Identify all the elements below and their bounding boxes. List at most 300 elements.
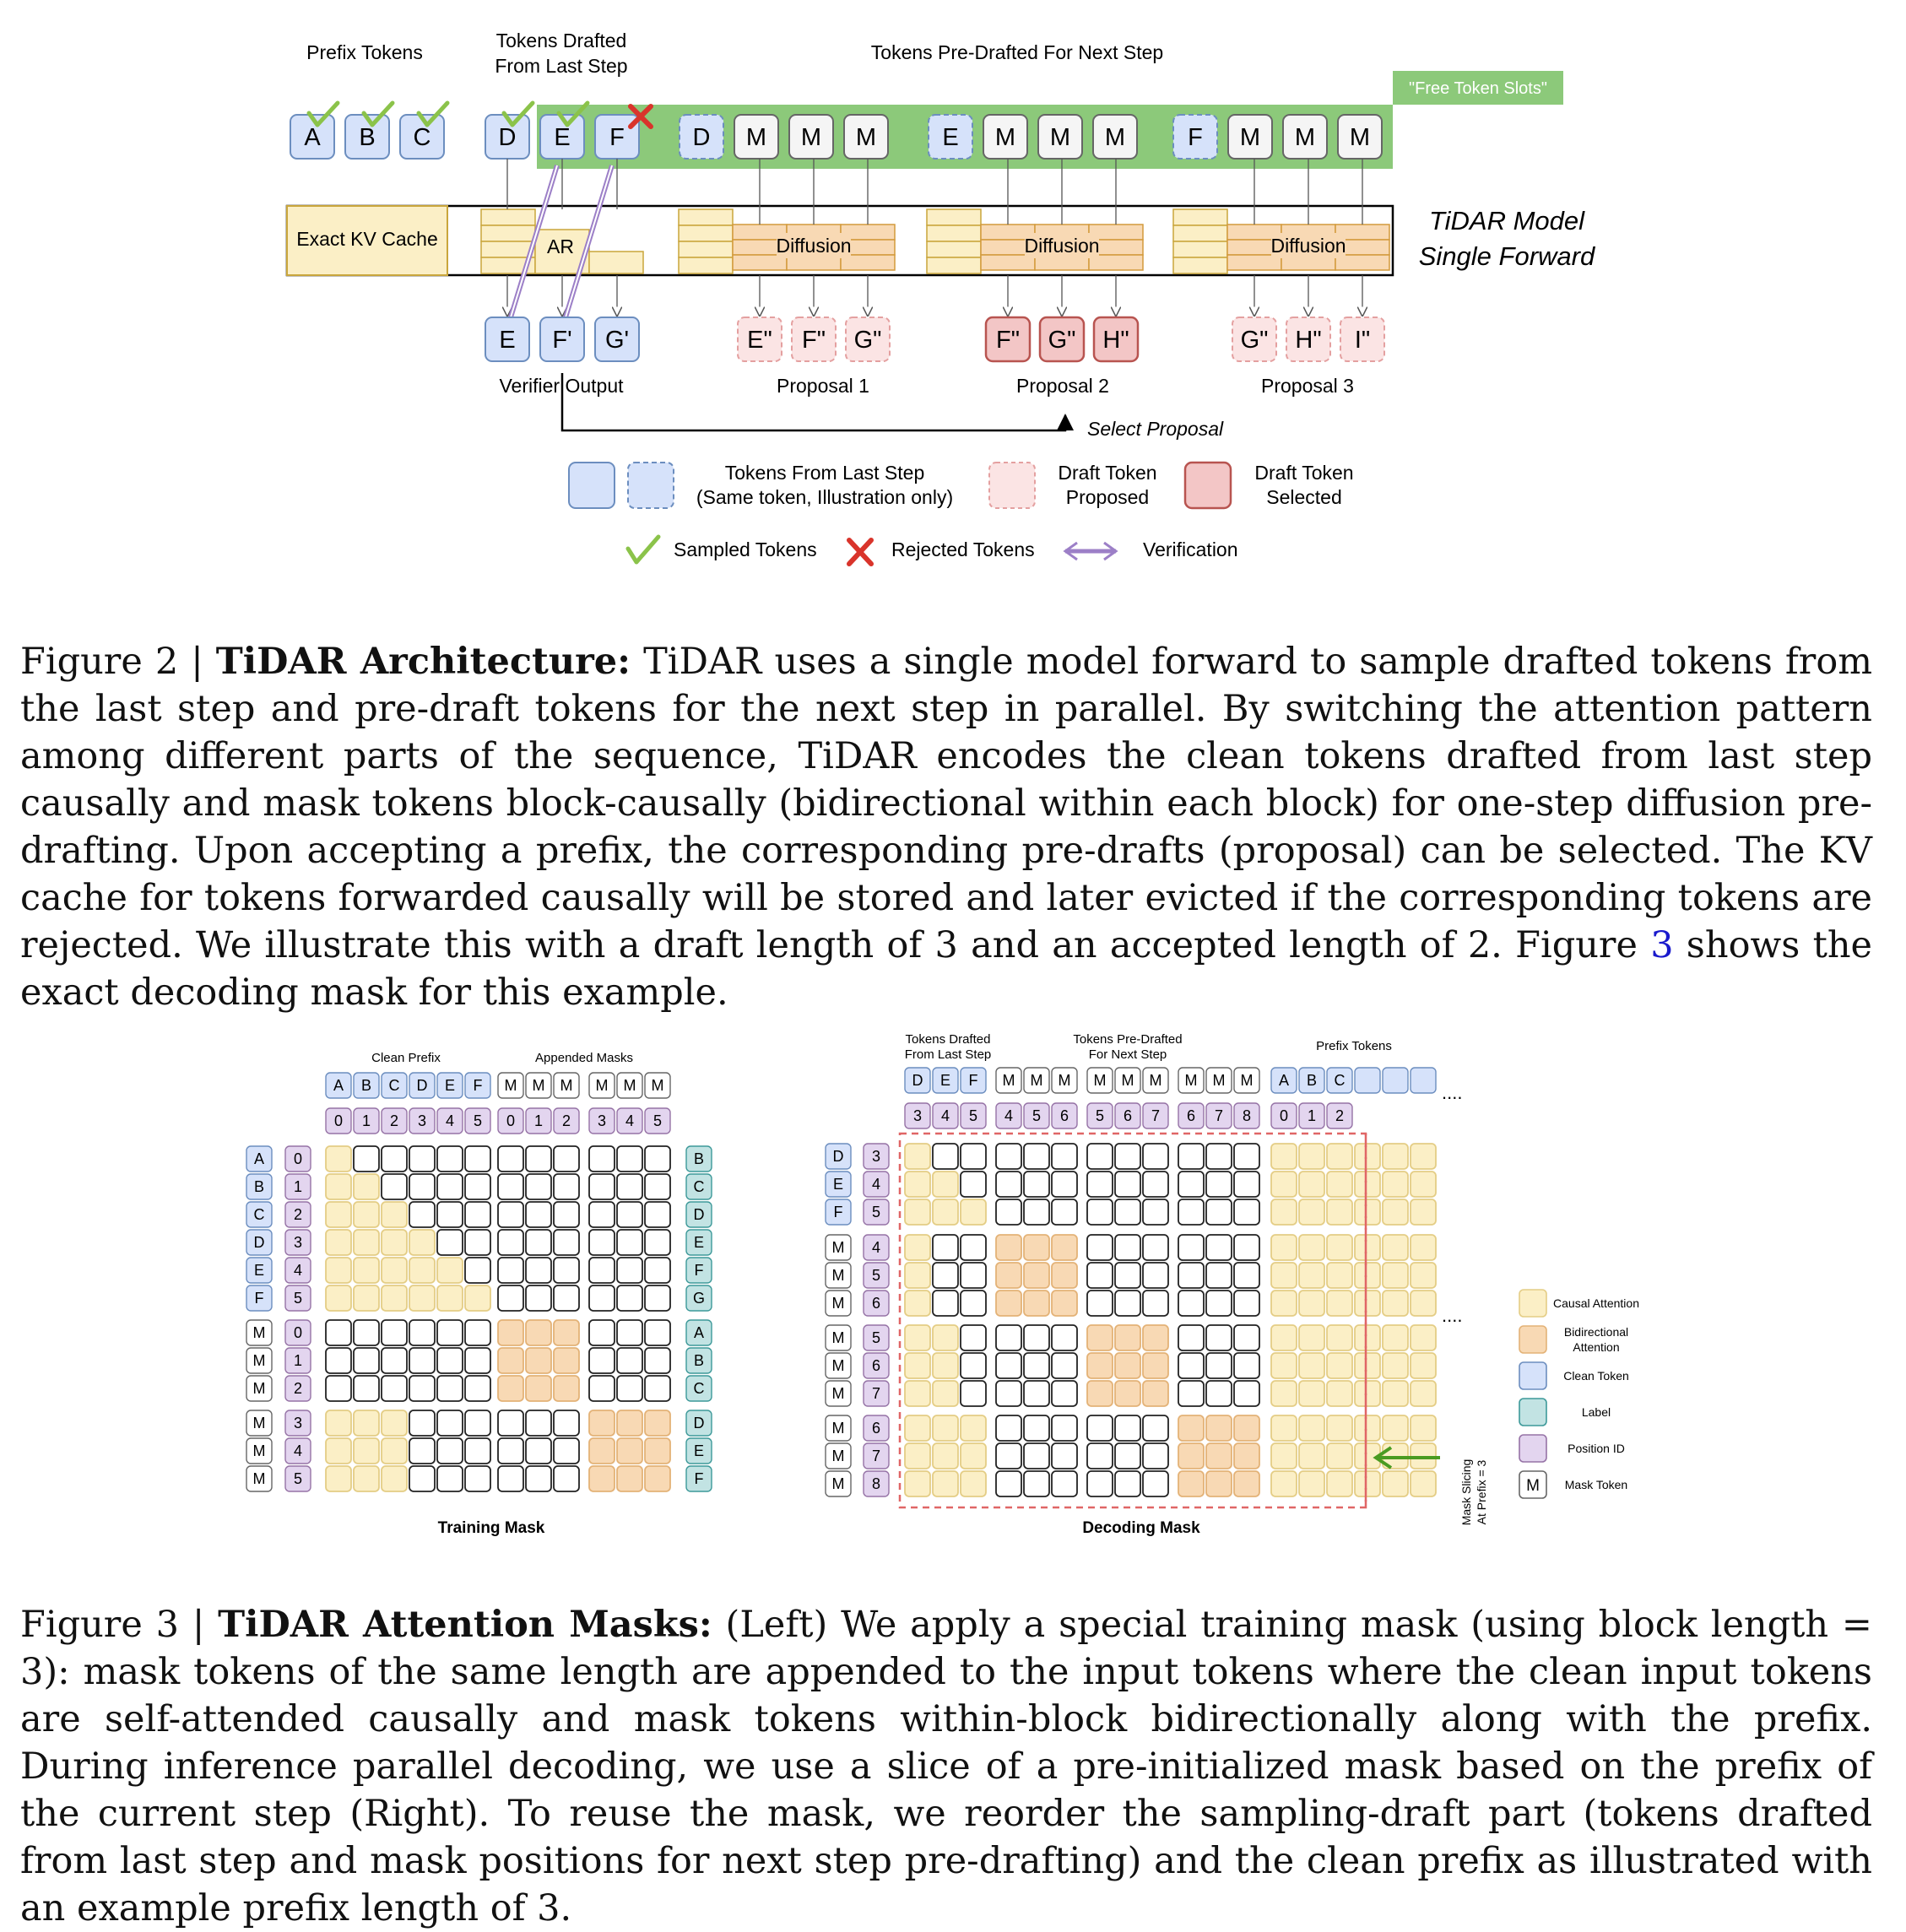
decode-mask-cell [1299,1325,1324,1350]
decode-mask-cell [1024,1263,1049,1288]
prefix-token-C-text: C [413,124,431,151]
train-mask-cell [645,1376,670,1401]
caption-2-text-end: shows the exact decoding mask for this example. [20,924,1873,1014]
train-mask-cell [409,1202,435,1227]
decode-mask-cell [905,1144,930,1169]
train-mask-cell [465,1348,490,1373]
decode-mask-cell [1206,1291,1232,1316]
decode-mask-cell [1143,1291,1168,1316]
decode-mask-cell [1355,1415,1380,1441]
decode-col-token-2-text: F [968,1072,978,1089]
decode-col-pos-14-text: 2 [1335,1107,1345,1124]
train-mask-cell [498,1438,523,1464]
decode-mask-cell [1087,1443,1113,1469]
decode-mask-cell [1327,1381,1352,1406]
decode-mask-cell [1271,1471,1297,1496]
train-mask-cell [554,1258,579,1283]
decode-col-pos-13-text: 1 [1307,1107,1317,1124]
train-mask-cell [354,1230,379,1255]
train-mask-cell [526,1438,551,1464]
train-mask-cell [465,1438,490,1464]
decode-col-token-14-text: C [1334,1072,1346,1089]
decode-mask-cell [1271,1172,1297,1197]
train-row-token-6-text: M [252,1324,266,1341]
decode-col-token-16 [1383,1068,1408,1093]
decode-mask-cell [996,1144,1021,1169]
decode-mask-cell [1178,1263,1204,1288]
legend-swatch-pos [1519,1435,1546,1462]
train-col-pos-9-text: 3 [597,1112,607,1129]
decode-mask-cell [961,1291,986,1316]
train-mask-cell [465,1376,490,1401]
train-mask-cell [589,1146,615,1172]
decode-col-token-6-text: M [1093,1072,1107,1089]
train-mask-cell [326,1230,351,1255]
appended-masks-header: Appended Masks [535,1051,633,1065]
train-col-pos-1-text: 1 [361,1112,371,1129]
legend-label-bidir: Bidirectional [1563,1325,1629,1339]
decode-mask-cell [1299,1381,1324,1406]
decode-mask-cell [1178,1291,1204,1316]
decode-mask-cell [1411,1235,1436,1260]
decode-mask-cell [996,1353,1021,1378]
train-mask-cell [645,1230,670,1255]
train-mask-cell [465,1230,490,1255]
decode-mask-cell [1206,1172,1232,1197]
decode-row-pos-1-text: 4 [871,1176,881,1193]
train-row-pos-10-text: 4 [293,1442,303,1459]
model-label-line2: Single Forward [1418,241,1595,271]
decode-mask-cell [1234,1353,1259,1378]
decode-mask-cell [996,1415,1021,1441]
legend-draft-selected-label-line2: Selected [1266,486,1342,508]
decode-row-pos-10-text: 7 [871,1448,881,1464]
diffusion-label-3: Diffusion [1270,235,1346,257]
train-mask-cell [554,1438,579,1464]
decode-mask-cell [1052,1263,1077,1288]
train-mask-cell [617,1376,642,1401]
legend-draft-proposed-label: Draft Token [1058,462,1157,484]
train-row-token-4-text: E [253,1262,265,1279]
decode-mask-cell [1143,1381,1168,1406]
train-mask-cell [589,1230,615,1255]
train-row-label-8-text: C [693,1380,705,1397]
proposal-1-token-1-text: F" [801,327,826,354]
train-mask-cell [382,1230,407,1255]
train-mask-cell [354,1466,379,1491]
prefix-token-B-text: B [359,124,376,151]
decode-mask-cell [1024,1471,1049,1496]
decode-mask-cell [1411,1353,1436,1378]
train-row-label-4-text: F [694,1262,704,1279]
train-mask-cell [382,1376,407,1401]
train-mask-cell [498,1258,523,1283]
train-mask-cell [645,1285,670,1311]
decode-mask-cell [961,1144,986,1169]
decode-mask-cell [1411,1471,1436,1496]
train-row-label-1-text: C [693,1178,705,1195]
caption-2-text: TiDAR uses a single model forward to sample drafted tokens from the last step and pre-draft tokens for the next step in parallel. By switching the attention pattern among different parts of the sequence, TiDAR encodes the clean tokens drafted from last step causally and mask tokens block-causally (bidirectional within each block) for one-step diffusion pre-drafting. Upon accepting a prefix, the corresponding pre-drafts (proposal) can be selected. The KV cache for tokens forwarded causally will be stored and later evicted if the corresponding tokens are rejected. We illustrate this with a draft length of 3 and an accepted length of 2. Figure [20,641,1873,966]
decode-mask-cell [1234,1263,1259,1288]
decode-mask-cell [905,1353,930,1378]
train-mask-cell [645,1146,670,1172]
train-row-label-6-text: A [693,1324,705,1341]
train-mask-cell [382,1146,407,1172]
decode-col-token-13-text: B [1306,1072,1318,1089]
decode-mask-cell [1234,1443,1259,1469]
train-mask-cell [354,1438,379,1464]
train-row-pos-6-text: 0 [293,1324,303,1341]
train-mask-cell [526,1410,551,1436]
legend-label-bidir-line2: Attention [1573,1340,1620,1354]
train-mask-cell [437,1438,463,1464]
mask-token-2-1-text: M [1294,124,1316,151]
train-mask-cell [437,1202,463,1227]
training-mask-title: Training Mask [437,1519,545,1537]
mask-token-1-2-text: M [1104,124,1126,151]
decode-mask-cell [905,1471,930,1496]
proposal-1-label: Proposal 1 [777,375,869,397]
train-mask-cell [409,1174,435,1199]
train-row-label-5-text: G [692,1290,706,1307]
train-mask-cell [589,1285,615,1311]
legend-label-pos: Position ID [1568,1442,1625,1455]
train-mask-cell [645,1438,670,1464]
train-mask-cell [589,1320,615,1345]
train-mask-cell [326,1438,351,1464]
decode-row-pos-7-text: 6 [871,1357,881,1374]
decode-mask-cell [1052,1325,1077,1350]
caption-2-label: Figure 2 | [20,641,216,683]
train-row-token-5-text: F [254,1290,264,1307]
proposal-2-token-0-text: F" [995,327,1021,354]
legend-swatch-clean [1519,1362,1546,1389]
proposal-1-token-2-text: G" [853,327,882,354]
decode-mask-cell [933,1443,958,1469]
train-row-token-2-text: C [253,1206,265,1223]
train-mask-cell [354,1258,379,1283]
train-mask-cell [326,1174,351,1199]
train-mask-cell [554,1174,579,1199]
train-mask-cell [409,1466,435,1491]
decode-mask-cell [1115,1144,1140,1169]
train-mask-cell [382,1438,407,1464]
decode-mask-cell [933,1291,958,1316]
decode-mask-cell [1271,1381,1297,1406]
diffusion-label-2: Diffusion [1024,235,1100,257]
train-row-token-8-text: M [252,1380,266,1397]
decode-mask-cell [1206,1144,1232,1169]
decode-mask-cell [1299,1291,1324,1316]
decoding-top-ellipsis: .... [1442,1082,1463,1103]
mask-token-0-2-text: M [855,124,877,151]
proposal-3-label: Proposal 3 [1261,375,1354,397]
train-mask-cell [645,1466,670,1491]
train-mask-cell [382,1466,407,1491]
decoding-prefix-header: Prefix Tokens [1316,1039,1392,1053]
legend-label-clean: Clean Token [1563,1369,1629,1383]
decode-mask-cell [1299,1172,1324,1197]
train-col-token-0-text: A [333,1077,344,1094]
decode-mask-cell [1052,1291,1077,1316]
train-mask-cell [382,1348,407,1373]
train-mask-cell [526,1466,551,1491]
decode-mask-cell [1383,1144,1408,1169]
decode-mask-cell [1115,1199,1140,1225]
decode-mask-cell [1115,1325,1140,1350]
decode-mask-cell [1383,1199,1408,1225]
train-mask-cell [465,1410,490,1436]
decode-mask-cell [996,1291,1021,1316]
train-col-token-1-text: B [360,1077,372,1094]
decode-col-token-11-text: M [1240,1072,1254,1089]
train-mask-cell [437,1258,463,1283]
train-mask-cell [465,1202,490,1227]
model-label: TiDAR Model [1428,206,1585,235]
train-col-token-7-text: M [532,1077,545,1094]
decode-mask-cell [1115,1353,1140,1378]
figure-3-ref-link[interactable]: 3 [1650,924,1674,966]
decode-row-token-5-text: M [831,1295,845,1312]
decode-mask-cell [1115,1471,1140,1496]
train-mask-cell [526,1174,551,1199]
train-mask-cell [437,1230,463,1255]
decode-mask-cell [1271,1144,1297,1169]
train-col-pos-7-text: 1 [533,1112,544,1129]
train-row-pos-9-text: 3 [293,1415,303,1431]
decode-mask-cell [1206,1263,1232,1288]
decode-mask-cell [1052,1415,1077,1441]
train-mask-cell [526,1348,551,1373]
decode-mask-cell [1115,1415,1140,1441]
decode-mask-cell [933,1325,958,1350]
train-mask-cell [382,1258,407,1283]
decode-mask-cell [996,1471,1021,1496]
train-mask-cell [589,1410,615,1436]
decode-mask-cell [905,1325,930,1350]
train-mask-cell [354,1376,379,1401]
kv-cache-label: Exact KV Cache [296,228,438,250]
decode-mask-cell [1178,1172,1204,1197]
decode-mask-cell [961,1263,986,1288]
decode-mask-cell [996,1443,1021,1469]
train-mask-cell [617,1202,642,1227]
train-mask-cell [498,1174,523,1199]
train-col-pos-2-text: 2 [389,1112,399,1129]
train-mask-cell [354,1285,379,1311]
train-mask-cell [526,1230,551,1255]
decode-mask-cell [1087,1325,1113,1350]
train-mask-cell [526,1285,551,1311]
decode-mask-cell [1206,1235,1232,1260]
train-mask-cell [437,1285,463,1311]
train-col-token-2-text: C [388,1077,400,1094]
decode-mask-cell [1087,1381,1113,1406]
decode-mask-cell [933,1263,958,1288]
decode-col-pos-6-text: 5 [1095,1107,1105,1124]
verifier-output-label: Verifier Output [499,375,624,397]
train-col-token-5-text: F [473,1077,483,1094]
decode-row-token-3-text: M [831,1239,845,1256]
decode-mask-cell [1383,1172,1408,1197]
decode-mask-cell [1271,1235,1297,1260]
decode-col-token-7-text: M [1121,1072,1134,1089]
clean-prefix-header: Clean Prefix [371,1051,441,1065]
train-row-pos-11-text: 5 [293,1470,303,1487]
train-mask-cell [382,1174,407,1199]
decode-mask-cell [1052,1443,1077,1469]
train-mask-cell [465,1258,490,1283]
decode-mask-cell [905,1381,930,1406]
train-mask-cell [382,1410,407,1436]
decode-mask-cell [1299,1415,1324,1441]
train-row-pos-0-text: 0 [293,1150,303,1167]
decode-mask-cell [1178,1144,1204,1169]
caption-2-title: TiDAR Architecture: [215,641,631,683]
proposal-1-token-0-text: E" [747,327,772,354]
decode-mask-cell [1327,1471,1352,1496]
decode-row-token-11-text: M [831,1475,845,1492]
decode-mask-cell [1143,1325,1168,1350]
verifier-token-2-text: G' [604,327,630,354]
decode-mask-cell [1206,1199,1232,1225]
train-mask-cell [437,1320,463,1345]
decode-col-token-4-text: M [1030,1072,1043,1089]
decode-mask-cell [1087,1172,1113,1197]
proposal-2-token-2-text: H" [1102,327,1129,354]
decode-col-token-17 [1411,1068,1436,1093]
train-mask-cell [617,1258,642,1283]
train-mask-cell [554,1410,579,1436]
decode-mask-cell [1299,1353,1324,1378]
train-mask-cell [617,1466,642,1491]
decoding-drafted-header: Tokens Drafted [905,1032,991,1047]
decode-col-token-10-text: M [1212,1072,1226,1089]
train-mask-cell [498,1348,523,1373]
train-mask-cell [498,1285,523,1311]
decode-mask-cell [1327,1172,1352,1197]
decode-col-pos-5-text: 6 [1059,1107,1069,1124]
train-mask-cell [498,1466,523,1491]
train-mask-cell [326,1410,351,1436]
decode-col-pos-8-text: 7 [1151,1107,1161,1124]
train-col-pos-6-text: 0 [506,1112,516,1129]
train-row-label-10-text: E [693,1442,705,1459]
decode-mask-cell [1143,1235,1168,1260]
train-mask-cell [326,1348,351,1373]
decode-mask-cell [1143,1144,1168,1169]
decode-col-token-3-text: M [1002,1072,1015,1089]
decode-mask-cell [1087,1144,1113,1169]
decode-mask-cell [1271,1325,1297,1350]
decode-mask-cell [1355,1235,1380,1260]
decode-mask-cell [961,1471,986,1496]
decode-row-pos-3-text: 4 [871,1239,881,1256]
train-row-pos-3-text: 3 [293,1234,303,1251]
legend-mask-glyph: M [1526,1477,1540,1495]
train-mask-cell [589,1376,615,1401]
decode-mask-cell [1087,1353,1113,1378]
train-row-pos-5-text: 5 [293,1290,303,1307]
decode-mask-cell [1087,1291,1113,1316]
decode-mask-cell [1271,1263,1297,1288]
train-col-pos-5-text: 5 [473,1112,483,1129]
decode-mask-cell [905,1172,930,1197]
train-mask-cell [409,1438,435,1464]
train-mask-cell [465,1466,490,1491]
decode-mask-cell [1178,1381,1204,1406]
decode-mask-cell [1024,1415,1049,1441]
predraft-anchor-token-1-text: E [942,124,959,151]
decode-mask-cell [1178,1443,1204,1469]
train-mask-cell [354,1320,379,1345]
decode-row-token-6-text: M [831,1329,845,1346]
decode-mask-cell [1411,1381,1436,1406]
decode-mask-cell [1206,1443,1232,1469]
train-row-pos-4-text: 4 [293,1262,303,1279]
decode-row-pos-4-text: 5 [871,1267,881,1284]
decode-mask-cell [1383,1415,1408,1441]
decode-mask-cell [961,1415,986,1441]
decode-mask-cell [1383,1235,1408,1260]
decode-mask-cell [905,1199,930,1225]
train-row-token-11-text: M [252,1470,266,1487]
decode-mask-cell [1087,1415,1113,1441]
decode-mask-cell [961,1235,986,1260]
mask-token-1-0-text: M [994,124,1016,151]
train-col-token-8-text: M [560,1077,573,1094]
verifier-token-1-text: F' [552,327,572,354]
decode-mask-cell [1355,1172,1380,1197]
decode-mask-cell [1355,1471,1380,1496]
decode-mask-cell [1024,1443,1049,1469]
decode-mask-cell [1299,1443,1324,1469]
train-mask-cell [498,1320,523,1345]
train-mask-cell [354,1146,379,1172]
decode-col-token-5-text: M [1058,1072,1071,1089]
train-mask-cell [617,1285,642,1311]
legend-label-label: Label [1581,1405,1611,1419]
decoding-predrafted-header: Tokens Pre-Drafted [1073,1032,1183,1047]
decode-mask-cell [1383,1291,1408,1316]
legend-label-mask: Mask Token [1564,1478,1628,1491]
train-mask-cell [554,1348,579,1373]
mask-token-1-1-text: M [1049,124,1071,151]
proposal-3-token-0-text: G" [1240,327,1269,354]
drafted-last-header: Tokens Drafted [495,30,627,51]
drafted-token-E-text: E [554,124,571,151]
decode-mask-cell [1206,1353,1232,1378]
mask-slicing-label-line2: At Prefix = 3 [1475,1459,1488,1525]
proposal-2-token-1-text: G" [1048,327,1076,354]
decode-mask-cell [1411,1199,1436,1225]
decode-mask-cell [1411,1325,1436,1350]
train-mask-cell [409,1230,435,1255]
decode-mask-cell [1355,1353,1380,1378]
decode-mask-cell [1052,1353,1077,1378]
decode-mask-cell [933,1144,958,1169]
decode-mask-cell [1383,1381,1408,1406]
diffusion-label-1: Diffusion [776,235,852,257]
decode-mask-cell [1052,1172,1077,1197]
train-mask-cell [645,1202,670,1227]
train-mask-cell [465,1320,490,1345]
decode-mask-cell [961,1325,986,1350]
decode-mask-cell [1299,1144,1324,1169]
decode-mask-cell [996,1263,1021,1288]
decode-mask-cell [1052,1235,1077,1260]
decode-mask-cell [1271,1443,1297,1469]
